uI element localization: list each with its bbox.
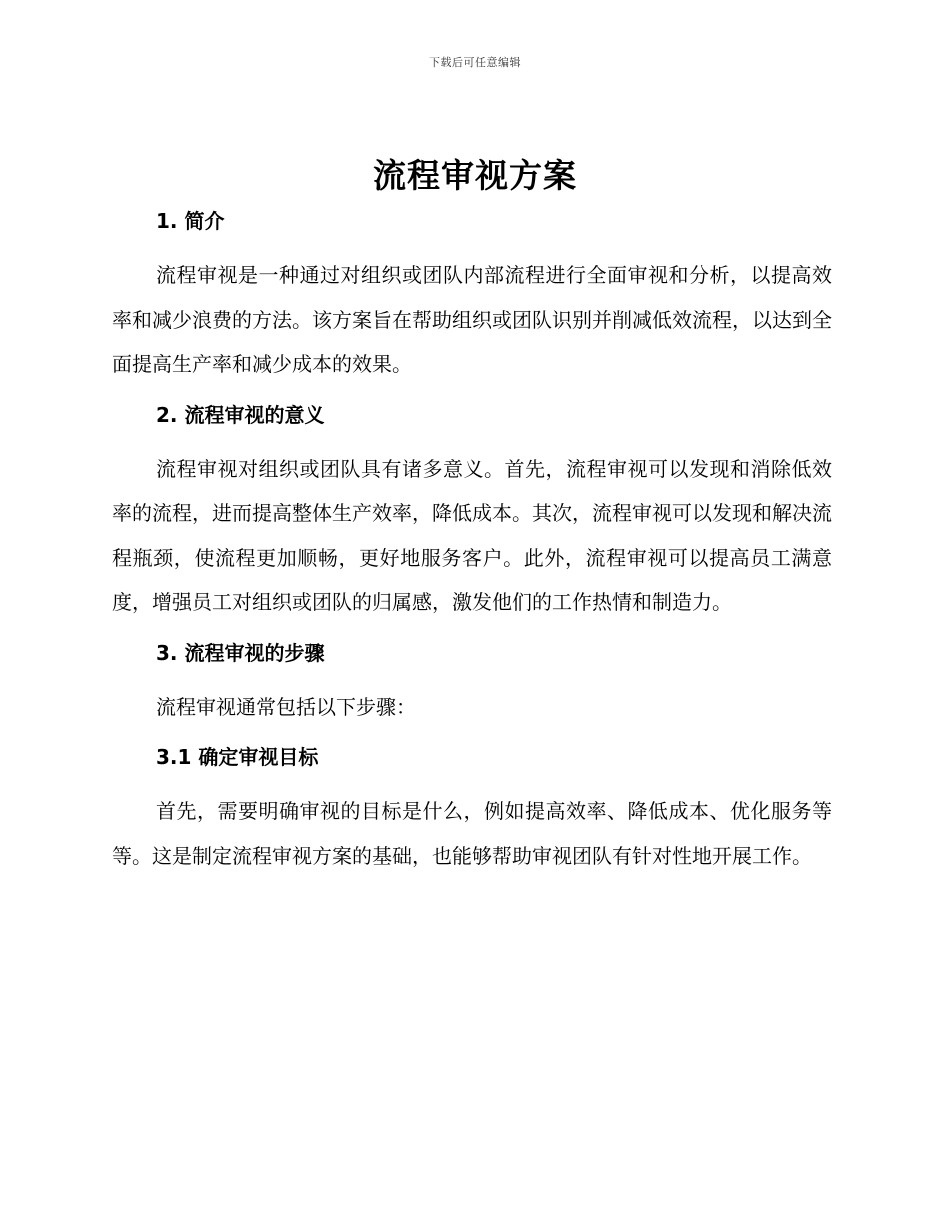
section-paragraph-goal: 首先，需要明确审视的目标是什么，例如提高效率、降低成本、优化服务等等。这是制定流程审视方案的基础，也能够帮助审视团队有针对性地开展工作。 [112,799,832,868]
section-heading-significance: 2. 流程审视的意义 [156,402,325,427]
section-heading-steps: 3. 流程审视的步骤 [156,640,325,665]
section-paragraph-steps: 流程审视通常包括以下步骤： [156,694,416,719]
document-title: 流程审视方案 [373,156,577,195]
section-paragraph-significance: 流程审视对组织或团队具有诸多意义。首先，流程审视可以发现和消除低效率的流程，进而提高整体生产效率，降低成本。其次，流程审视可以发现和解决流程瓶颈，使流程更加顺畅，更好地服务客户。此外，流程审视可以提高员工满意度，增强员工对组织或团队的归属感，激发他们的工作热情和制造力。 [112,456,832,614]
document-body [112,203,832,878]
section-paragraph-intro: 流程审视是一种通过对组织或团队内部流程进行全面审视和分析，以提高效率和减少浪费的方法。该方案旨在帮助组织或团队识别并削减低效流程，以达到全面提高生产率和减少成本的效果。 [112,263,832,376]
section-heading-goal: 3.1 确定审视目标 [156,745,319,769]
section-heading-intro: 1. 简介 [156,209,225,233]
header-note: 下载后可任意编辑 [429,56,521,69]
